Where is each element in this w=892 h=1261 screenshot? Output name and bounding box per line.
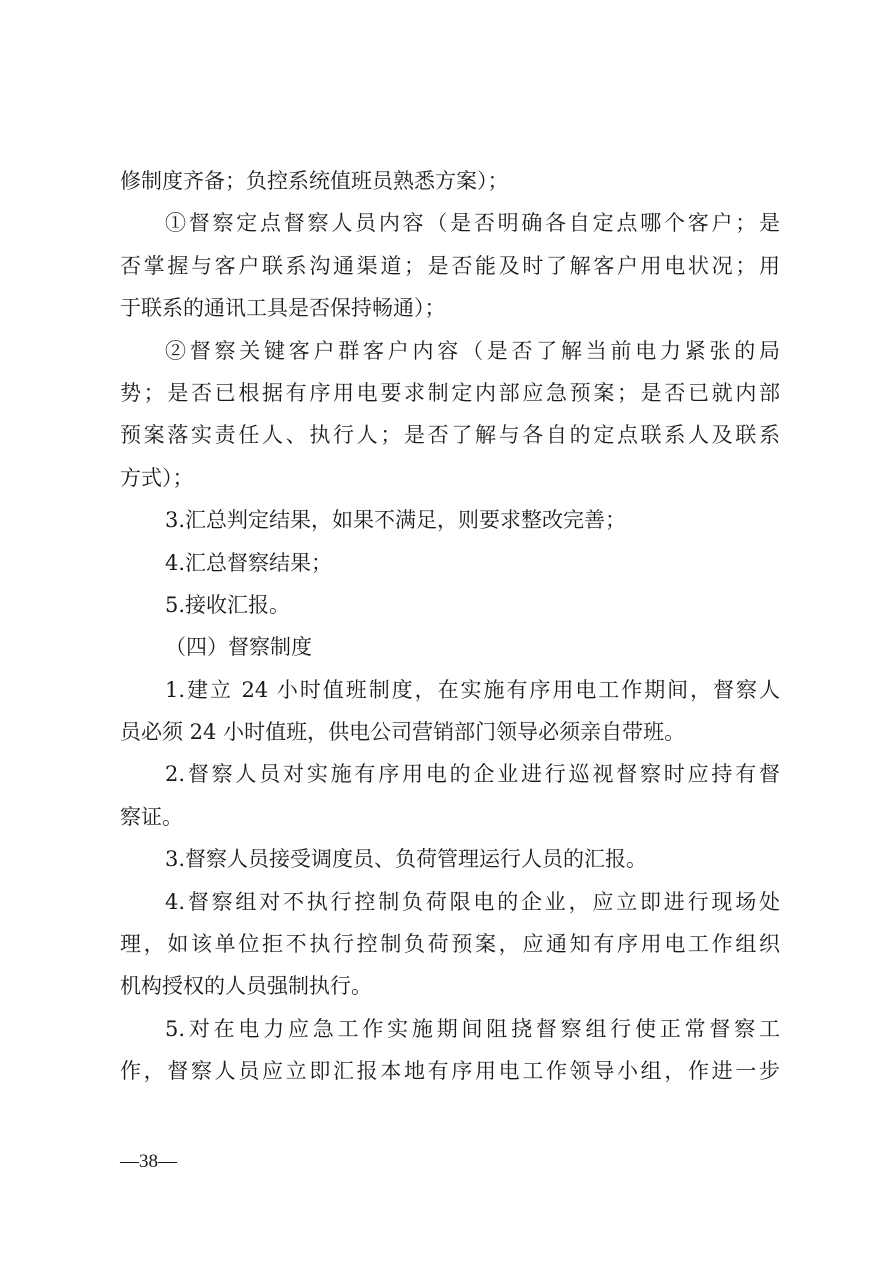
text-line: 势；是否已根据有序用电要求制定内部应急预案；是否已就内部 [120,380,780,405]
text-line: 3.汇总判定结果，如果不满足，则要求整改完善； [165,508,627,533]
text-line: 4.汇总督察结果； [165,550,333,575]
text-line: 3.督察人员接受调度员、负荷管理运行人员的汇报。 [165,847,648,872]
text-line: 察证。 [120,804,183,829]
text-line: ①督察定点督察人员内容（是否明确各自定点哪个客户；是 [165,211,780,236]
text-line: 员必须 24 小时值班，供电公司营销部门领导必须亲自带班。 [120,720,686,745]
text-line: 5.对在电力应急工作实施期间阻挠督察组行使正常督察工 [165,1016,780,1041]
text-line: 2.督察人员对实施有序用电的企业进行巡视督察时应持有督 [165,762,780,787]
text-line: 机构授权的人员强制执行。 [120,974,372,999]
text-line: （四）督察制度 [165,635,312,660]
text-line: 4.督察组对不执行控制负荷限电的企业，应立即进行现场处 [165,889,780,914]
text-line: 作，督察人员应立即汇报本地有序用电工作领导小组，作进一步 [120,1059,780,1084]
text-line: 方式）； [120,465,194,490]
text-line: 理，如该单位拒不执行控制负荷预案，应通知有序用电工作组织 [120,932,780,957]
text-line: 修制度齐备；负控系统值班员熟悉方案）； [120,169,509,193]
page-number: —38— [120,1151,177,1172]
text-line: 否掌握与客户联系沟通渠道；是否能及时了解客户用电状况；用 [120,253,780,278]
body-text [120,160,780,1093]
text-line: ②督察关键客户群客户内容（是否了解当前电力紧张的局 [165,338,780,363]
text-line: 5.接收汇报。 [165,592,291,617]
text-line: 预案落实责任人、执行人；是否了解与各自的定点联系人及联系 [120,423,780,448]
text-line: 1.建立 24 小时值班制度，在实施有序用电工作期间，督察人 [165,677,780,702]
text-line: 于联系的通讯工具是否保持畅通）； [120,296,446,321]
